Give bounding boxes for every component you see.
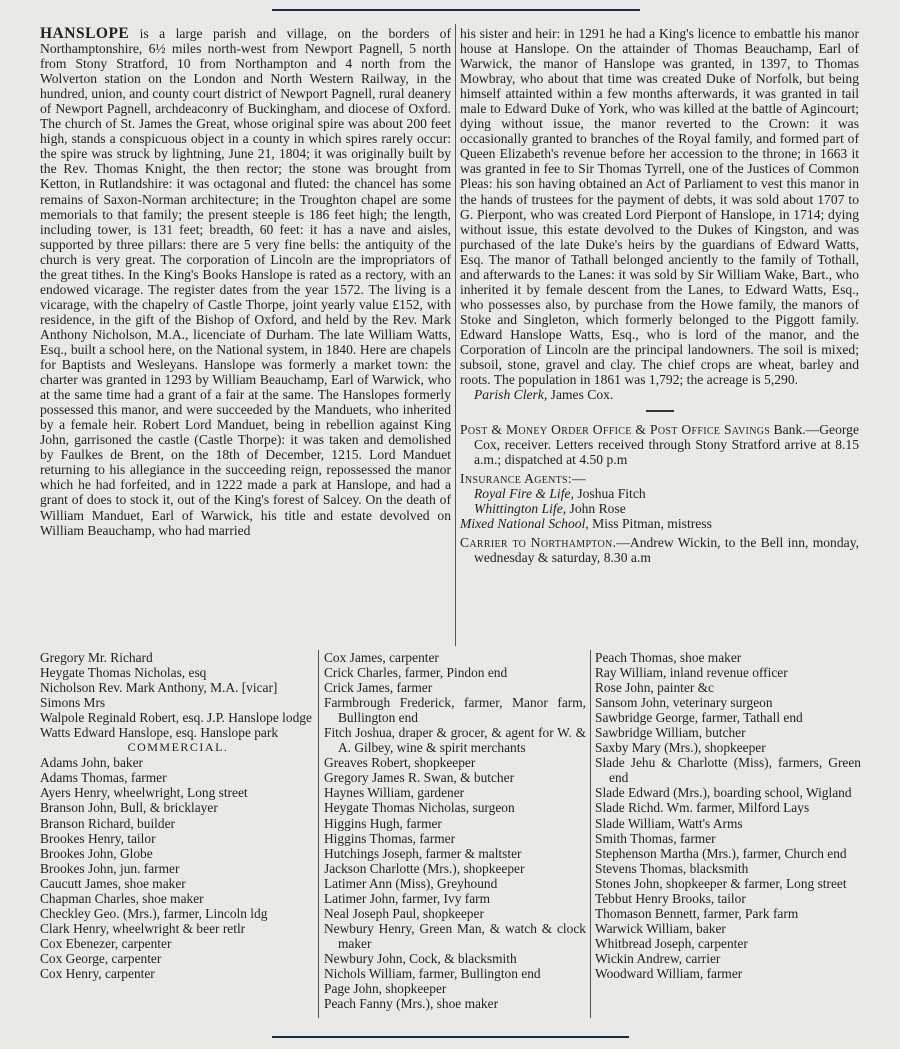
directory-entry: Warwick William, baker: [595, 920, 726, 936]
directory-entry: Sawbridge George, farmer, Tathall end: [595, 710, 803, 726]
directory-entry: Simons Mrs: [40, 695, 106, 711]
directory-entry: Sansom John, veterinary surgeon: [595, 695, 773, 711]
commercial-list-1: [40, 755, 316, 981]
directory-entry: Hutchings Joseph, farmer & maltster: [324, 845, 522, 861]
column-divider: [455, 24, 456, 646]
carrier-heading: Carrier to Northampton.: [460, 535, 617, 550]
post-office-text: Bank.—George Cox, receiver. Letters received through Stony Stratford arrive at 8.15 a.m.; dispatched at 4.50 p.m: [474, 421, 859, 467]
history-left-column: [40, 26, 451, 538]
directory-entry: Stephenson Martha (Mrs.), farmer, Church end: [595, 845, 847, 861]
directory-entry: Caucutt James, shoe maker: [40, 875, 186, 891]
post-office-heading: Post & Money Order Office & Post Office Savings: [460, 421, 771, 437]
history-text-right: his sister and heir: in 1291 he had a King's licence to embattle his manor house at Hanslope. On the attainder of Thomas Beauchamp, Earl of Warwick, the manor of Hanslope was granted, in 1397, to Thomas Mowbray, who about that time was created Duke of Norfolk, but being himself attainted within a few months afterwards, it was granted in tail male to Edward Duke of York, who was killed at the battle of Agincourt; dying without issue, the manor reverted to the Crown: it was occasionally granted to branches of the Royal family, and formed part of Queen Elizabeth's revenue before her accession to the throne; in 1663 it was granted in fee to Sir Thomas Tyrrell, one of the Justices of Common Pleas: his son having obtained an Act of Parliament to vest this manor in the hands of trustees for the payment of debts, it was sold about 1707 to G. Pierpont, who was created Lord Pierpont of Hanslope, in 1714; dying without issue, this estate devolved to the Dukes of Kingston, and was purchased of the late Duke's heirs by the guardians of Edward Watts, Esq. The manor of Tathall belonged anciently to the family of Tothall, and afterwards to the Lanes: it was sold by Sir William Wake, Bart., who inherited it by female descent from the Lanes, to Edward Watts, Esq., who possesses also, by purchase from the Howe family, the manors of Stoke and Singleton, which formerly belonged to the Piggott family. Edward Hanslope Watts, Esq., who is lord of the manor, and the Corporation of Lincoln are the principal landowners. The soil is mixed; subsoil, stone, gravel and clay. The chief crops are wheat, barley and roots. The population in 1861 was 1,792; the acreage is 5,290.: [460, 26, 859, 388]
directory-entry: Woodward William, farmer: [595, 965, 743, 981]
parish-clerk: [460, 387, 859, 402]
directory-entry: Sawbridge William, butcher: [595, 725, 746, 741]
directory-entry: Rose John, painter &c: [595, 680, 715, 696]
history-paragraph: [40, 26, 451, 538]
directory-entry: Higgins Hugh, farmer: [324, 815, 442, 831]
directory-entry: Higgins Thomas, farmer: [324, 830, 456, 846]
directory-entry: Page John, shopkeeper: [324, 981, 447, 997]
history-right-column: [460, 26, 859, 565]
commercial-list-2: [324, 650, 586, 1011]
directory-entry: Peach Thomas, shoe maker: [595, 650, 742, 665]
directory-entry: Haynes William, gardener: [324, 785, 465, 801]
directory-entry: Checkley Geo. (Mrs.), farmer, Lincoln ldg: [40, 905, 268, 921]
directory-entry: Latimer John, farmer, Ivy farm: [324, 890, 491, 906]
insurance-company: Whittington Life,: [474, 500, 567, 516]
post-office-entry: [460, 422, 859, 467]
directory-entry: Brookes John, jun. farmer: [40, 860, 180, 876]
directory-column-3: [595, 650, 861, 981]
directory-entry: Slade Jehu & Charlotte (Miss), farmers, Green end: [595, 755, 861, 786]
directory-entry: Smith Thomas, farmer: [595, 830, 716, 846]
directory-entry: Farmbrough Frederick, farmer, Manor farm, Bullington end: [324, 695, 586, 726]
column-divider: [318, 650, 319, 1018]
history-text-left: is a large parish and village, on the borders of Northamptonshire, 6½ miles north-west from Newport Pagnell, 5 north from Stony Stratford, 10 from Northampton and 4 north from the Wolverton station on the London and North Western Railway, in the hundred, union, and county court district of Newport Pagnell, rural deanery of Newport Pagnell, archdeaconry of Buckingham, and diocese of Oxford. The church of St. James the Great, whose original spire was about 200 feet high, stands a conspicuous object in a county in which spires rarely occur: the spire was struck by lightning, June 21, 1804; it was originally built by the Rev. Thomas Knight, the then rector; the stone was brought from Ketton, in Rutlandshire: it was octagonal and fluted: the chancel has some remains of Saxon-Norman architecture; in the Troughton chapel are some memorials to that family; the present steeple is 186 feet high; the length, including tower, is 131 feet; breadth, 60 feet: it has a nave and aisles, supported by three pillars: there are 5 very fine bells: the antiquity of the church is very great. The corporation of Lincoln are the impropriators of the great tithes. In the King's Books Hanslope is rated as a rectory, with an endowed vicarage. The register dates from the year 1572. The living is a vicarage, with the chapelry of Castle Thorpe, joint yearly value £152, with residence, in the gift of the Bishop of Oxford, and held by the Rev. Mark Anthony Nicholson, M.A., licenciate of Durham. The late William Watts, Esq., built a school here, on the National system, in 1840. Here are chapels for Baptists and Wesleyans. Hanslope was formerly a market town: the charter was granted in 1293 by William Beauchamp, Earl of Warwick, who at the same time had a grant of a fair at the same. The Hanslopes formerly possessed this manor, and were succeeded by the Manduets, who inherited by a female heir. Robert Lord Manduet, being in rebellion against King John, garrisoned the castle (Castle Thorpe): it was taken and demolished by Faulkes de Brent, on the 18th of December, 1215. Lord Manduet returning to his allegiance in the succeeding reign, repossessed the manor which he had forfeited, and in 1222 made a park at Hanslope, and had a grant of does to stock it, out of the King's forest of Salcey. On the death of William Manduet, Earl of Warwick, his title and estate devolved on William Beauchamp, who had married: [40, 26, 451, 538]
column-divider: [590, 650, 591, 1018]
parish-clerk-name: James Cox.: [547, 387, 614, 403]
directory-entry: Slade Edward (Mrs.), boarding school, Wigland: [595, 785, 852, 801]
directory-entry: Gregory James R. Swan, & butcher: [324, 770, 515, 786]
insurance-agent: [460, 486, 859, 501]
insurance-agent-name: Joshua Fitch: [573, 485, 646, 501]
directory-entry: Stones John, shopkeeper & farmer, Long street: [595, 875, 847, 891]
place-name: HANSLOPE: [40, 25, 130, 42]
directory-entry: Slade Richd. Wm. farmer, Milford Lays: [595, 800, 810, 816]
directory-entry: Adams John, baker: [40, 755, 144, 771]
directory-entry: Branson Richard, builder: [40, 815, 175, 831]
parish-clerk-label: Parish Clerk,: [474, 387, 548, 403]
insurance-agent: [460, 501, 859, 516]
school-text: Miss Pitman, mistress: [588, 515, 712, 531]
insurance-heading: Insurance Agents:—: [460, 470, 586, 486]
directory-entry: Greaves Robert, shopkeeper: [324, 755, 476, 771]
top-rule: [272, 9, 640, 11]
directory-entry: Newbury John, Cock, & blacksmith: [324, 950, 517, 966]
directory-entry: Nichols William, farmer, Bullington end: [324, 965, 541, 981]
directory-column-2: [324, 650, 586, 1011]
carrier-entry: [460, 535, 859, 565]
commercial-list-3: [595, 650, 861, 981]
directory-entry: Newbury Henry, Green Man, & watch & clock maker: [324, 920, 586, 951]
directory-entry: Branson John, Bull, & bricklayer: [40, 800, 218, 816]
directory-entry: Brookes Henry, tailor: [40, 830, 156, 846]
carrier-text: —Andrew Wickin, to the Bell inn, monday, wednesday & saturday, 8.30 a.m: [474, 535, 860, 566]
directory-entry: Watts Edward Hanslope, esq. Hanslope park: [40, 725, 279, 741]
directory-entry: Brookes John, Globe: [40, 845, 153, 861]
directory-entry: Wickin Andrew, carrier: [595, 950, 721, 966]
private-residents-list: [40, 650, 316, 740]
directory-entry: Saxby Mary (Mrs.), shopkeeper: [595, 740, 766, 756]
directory-entry: Latimer Ann (Miss), Greyhound: [324, 875, 498, 891]
directory-entry: Jackson Charlotte (Mrs.), shopkeeper: [324, 860, 525, 876]
directory-entry: Ayers Henry, wheelwright, Long street: [40, 785, 248, 801]
directory-entry: Cox George, carpenter: [40, 950, 162, 966]
directory-entry: Cox Ebenezer, carpenter: [40, 935, 172, 951]
directory-entry: Chapman Charles, shoe maker: [40, 890, 204, 906]
directory-entry: Slade William, Watt's Arms: [595, 815, 743, 831]
directory-entry: Gregory Mr. Richard: [40, 650, 153, 665]
directory-entry: Ray William, inland revenue officer: [595, 665, 788, 681]
insurance-company: Royal Fire & Life,: [474, 485, 574, 501]
directory-entry: Heygate Thomas Nicholas, surgeon: [324, 800, 515, 816]
directory-entry: Heygate Thomas Nicholas, esq: [40, 665, 207, 681]
directory-entry: Clark Henry, wheelwright & beer retlr: [40, 920, 246, 936]
directory-entry: Neal Joseph Paul, shopkeeper: [324, 905, 484, 921]
directory-entry: Fitch Joshua, draper & grocer, & agent for W. & A. Gilbey, wine & spirit merchants: [324, 725, 586, 756]
directory-entry: Stevens Thomas, blacksmith: [595, 860, 749, 876]
directory-column-1: [40, 650, 316, 981]
directory-entry: Thomason Bennett, farmer, Park farm: [595, 905, 799, 921]
directory-entry: Peach Fanny (Mrs.), shoe maker: [324, 996, 499, 1012]
directory-entry: Whitbread Joseph, carpenter: [595, 935, 748, 951]
commercial-heading: COMMERCIAL.: [127, 740, 229, 755]
directory-entry: Nicholson Rev. Mark Anthony, M.A. [vicar]: [40, 680, 278, 696]
directory-entry: Cox Henry, carpenter: [40, 965, 155, 981]
bottom-rule: [272, 1036, 629, 1038]
section-rule: [646, 410, 674, 412]
directory-entry: Walpole Reginald Robert, esq. J.P. Hanslope lodge: [40, 710, 312, 726]
directory-entry: Crick James, farmer: [324, 680, 433, 696]
school-name: Mixed National School,: [460, 515, 589, 531]
directory-entry: Crick Charles, farmer, Pindon end: [324, 665, 508, 681]
school-entry: [460, 516, 859, 531]
directory-entry: Cox James, carpenter: [324, 650, 439, 665]
directory-entry: Adams Thomas, farmer: [40, 770, 167, 786]
insurance-agent-name: John Rose: [566, 500, 626, 516]
directory-entry: Tebbut Henry Brooks, tailor: [595, 890, 746, 906]
